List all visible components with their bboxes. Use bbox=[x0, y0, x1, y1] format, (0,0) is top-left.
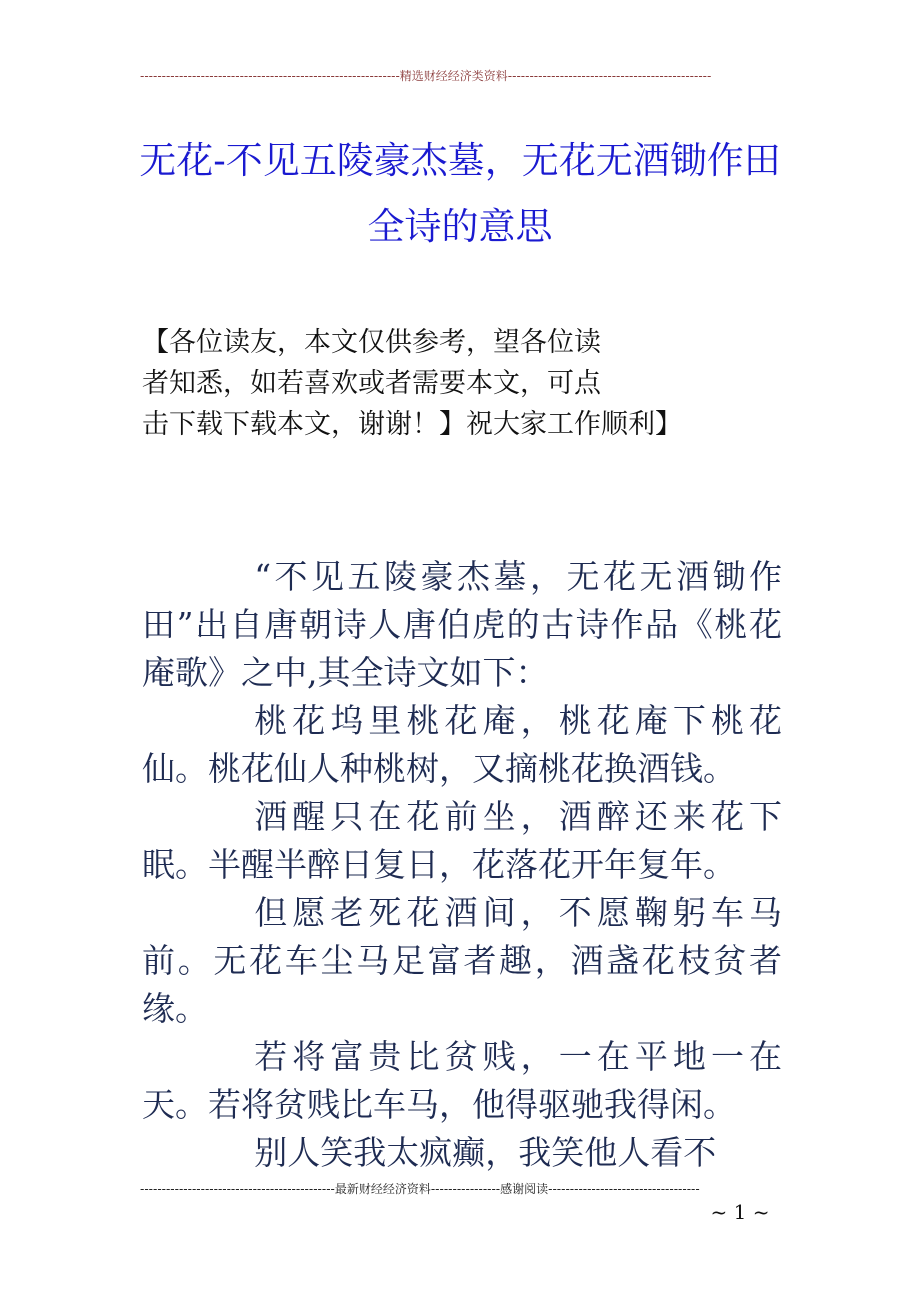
body-paragraph-intro: “不见五陵豪杰墓，无花无酒锄作田”出自唐朝诗人唐伯虎的古诗作品《桃花庵歌》之中,其全诗文如下： bbox=[142, 557, 782, 692]
reader-notice-line: 者知悉，如若喜欢或者需要本文，可点 bbox=[142, 368, 601, 399]
reader-notice-line: 击下载下载本文，谢谢！】祝大家工作顺利】 bbox=[142, 409, 682, 440]
header-divider-text: ------------------------------------------------------------精选财经经济类资料----------------------------------------------- bbox=[140, 69, 712, 83]
poem-body bbox=[142, 553, 782, 1177]
footer-divider-text: ---------------------------------------------最新财经经济资料----------------感谢阅读----------------------------------- bbox=[140, 1182, 700, 1196]
document-title: 无花-不见五陵豪杰墓，无花无酒锄作田全诗的意思 bbox=[139, 139, 781, 248]
body-paragraph-stanza: 别人笑我太疯癫，我笑他人看不 bbox=[254, 1133, 717, 1172]
page-number: ~ 1 ~ bbox=[710, 1200, 770, 1224]
reader-notice-line: 【各位读友，本文仅供参考，望各位读 bbox=[142, 327, 601, 358]
body-paragraph-stanza: 酒醒只在花前坐，酒醉还来花下眠。半醒半醉日复日，花落花开年复年。 bbox=[142, 797, 782, 884]
body-paragraph-stanza: 桃花坞里桃花庵，桃花庵下桃花仙。桃花仙人种桃树，又摘桃花换酒钱。 bbox=[142, 701, 782, 788]
reader-notice bbox=[142, 322, 782, 445]
body-paragraph-stanza: 若将富贵比贫贱，一在平地一在天。若将贫贱比车马，他得驱驰我得闲。 bbox=[142, 1037, 782, 1124]
body-paragraph-stanza: 但愿老死花酒间，不愿鞠躬车马前。无花车尘马足富者趣，酒盏花枝贫者缘。 bbox=[142, 893, 782, 1028]
